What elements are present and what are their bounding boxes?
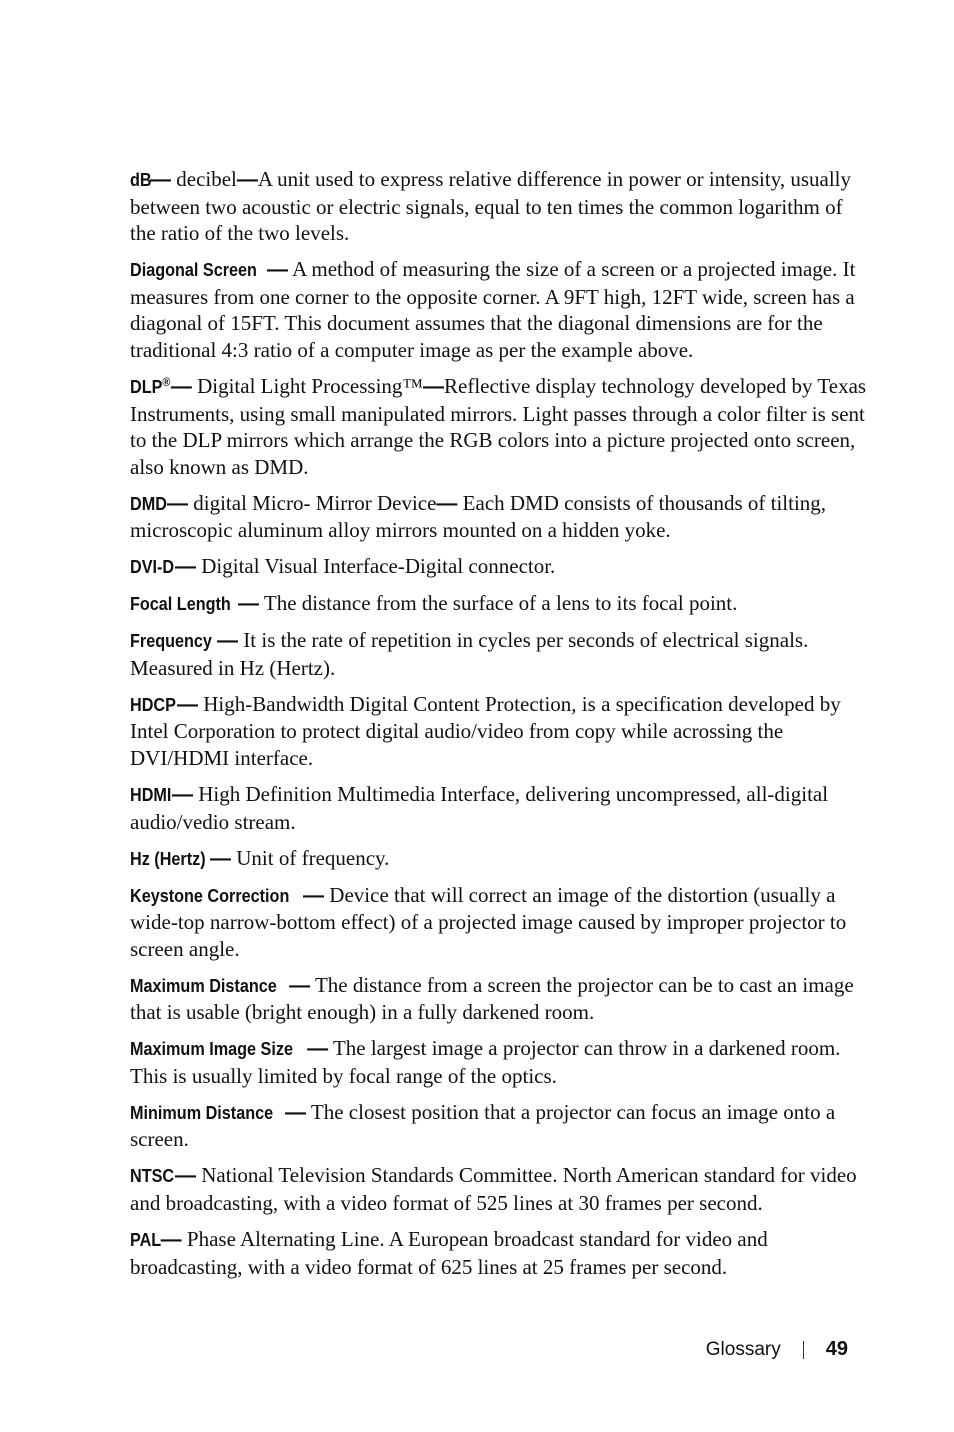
glossary-term: Diagonal Screen [130, 260, 257, 281]
footer-section-title: Glossary [705, 1338, 781, 1360]
glossary-entry-pal: PAL— Phase Alternating Line. A European broadcast standard for video and broadcasting, with a video format of 625 lines at 25 frames per second. [130, 1227, 768, 1279]
glossary-definition: The largest image a projector can throw in a darkened room. This is usually limited by focal range of the optics. [130, 1036, 841, 1088]
glossary-term: PAL [130, 1230, 162, 1251]
glossary-entry-maximum-distance: Maximum Distance — The distance from a screen the projector can be to cast an image that is usable (bright enough) in a fully darkened room. [130, 972, 854, 1025]
glossary-term: dB [130, 170, 152, 190]
glossary-term: NTSC [130, 1166, 175, 1187]
footer-divider [803, 1341, 804, 1359]
glossary-definition: Digital Visual Interface-Digital connector. [201, 554, 556, 579]
page-footer [706, 1338, 848, 1361]
glossary-definition-cont: A unit used to express relative difference in power or intensity, usually between two acoustic or electric signals, equal to ten times the common logarithm of the ratio of the two levels. [130, 167, 851, 246]
glossary-term: Maximum Distance [130, 975, 277, 996]
glossary-term: HDCP [130, 694, 176, 715]
glossary-entry-maximum-image-size: Maximum Image Size — The largest image a projector can throw in a darkened room. This is usually limited by focal range of the optics. [130, 1036, 841, 1088]
glossary-term: DLP® [130, 374, 171, 397]
glossary-entry-db: dB— decibel—A unit used to express relative difference in power or intensity, usually between two acoustic or electric signals, equal to ten times the common logarithm of the ratio of the two levels. [130, 167, 851, 246]
page-number: 49 [825, 1338, 848, 1360]
glossary-definition: Unit of frequency. [236, 845, 390, 870]
glossary-term: HDMI [130, 785, 172, 805]
glossary-definition: High Definition Multimedia Interface, delivering uncompressed, all-digital audio/vedio stream. [130, 782, 829, 834]
glossary-definition: Phase Alternating Line. A European broadcast standard for video and broadcasting, with a video format of 625 lines at 25 frames per second. [130, 1227, 768, 1279]
registered-mark: ® [162, 374, 171, 389]
glossary-definition: Device that will correct an image of the distortion (usually a wide-top narrow-bottom effect) of a projected image caused by improper projector to screen angle. [130, 882, 847, 961]
glossary-definition: Digital Light Processing™ [197, 373, 423, 398]
glossary-term: DMD [130, 493, 167, 514]
glossary-term: Keystone Correction [130, 885, 290, 906]
glossary-definition: It is the rate of repetition in cycles per seconds of electrical signals. Measured in Hz (Hertz). [130, 628, 809, 680]
glossary-term: Minimum Distance [130, 1102, 274, 1123]
glossary-entry-ntsc: NTSC— National Television Standards Committee. North American standard for video and broadcasting, with a video format of 525 lines at 30 frames per second. [130, 1163, 857, 1216]
glossary-term: Focal Length [130, 594, 231, 615]
glossary-term: DVI-D [130, 557, 175, 578]
glossary-definition: National Television Standards Committee. North American standard for video and broadcasting, with a video format of 525 lines at 30 frames per second. [130, 1163, 857, 1216]
glossary-definition-cont: Each DMD consists of thousands of tilting, microscopic aluminum alloy mirrors mounted on a hidden yoke. [130, 490, 827, 543]
glossary-entry-minimum-distance: Minimum Distance — The closest position that a projector can focus an image onto a screen. [130, 1099, 836, 1152]
glossary-entry-keystone-correction: Keystone Correction — Device that will correct an image of the distortion (usually a wide-top narrow-bottom effect) of a projected image caused by improper projector to screen angle. [130, 882, 847, 961]
glossary-definition-cont: Reflective display technology developed by Texas Instruments, using small manipulated mirrors. Light passes through a color filter is sent to the DLP mirrors which arrange the RGB colors into a picture projected onto screen, also known as DMD. [130, 373, 867, 479]
glossary-entry-dlp: DLP®— Digital Light Processing™—Reflective display technology developed by Texas Instruments, using small manipulated mirrors. Light passes through a color filter is sent to the DLP mirrors which arrange the RGB colors into a picture projected onto screen, also known as DMD. [130, 373, 867, 479]
glossary-entry-dvi-d: DVI-D— Digital Visual Interface-Digital connector. [130, 553, 870, 581]
glossary-entry-hdmi: HDMI— High Definition Multimedia Interface, delivering uncompressed, all-digital audio/vedio stream. [130, 782, 829, 834]
glossary-term: Frequency [130, 631, 212, 652]
glossary-definition: High-Bandwidth Digital Content Protection, is a specification developed by Intel Corporation to protect digital audio/video from copy while acrossing the DVI/HDMI interface. [130, 691, 841, 771]
glossary-term: Hz (Hertz) [130, 848, 206, 869]
glossary-definition: The closest position that a projector can focus an image onto a screen. [130, 1099, 836, 1152]
glossary-entry-hdcp: HDCP— High-Bandwidth Digital Content Protection, is a specification developed by Intel Corporation to protect digital audio/video from copy while acrossing the DVI/HDMI interface. [130, 691, 841, 771]
glossary-definition: A method of measuring the size of a screen or a projected image. It measures from one corner to the opposite corner. A 9FT high, 12FT wide, screen has a diagonal of 15FT. This document assumes that the diagonal dimensions are for the traditional 4:3 ratio of a computer image as per the example above. [130, 257, 856, 362]
glossary-entry-diagonal-screen: Diagonal Screen — A method of measuring the size of a screen or a projected image. It measures from one corner to the opposite corner. A 9FT high, 12FT wide, screen has a diagonal of 15FT. This document assumes that the diagonal dimensions are for the traditional 4:3 ratio of a computer image as per the example above. [130, 257, 856, 362]
glossary-definition: decibel [176, 167, 237, 191]
glossary-definition: digital Micro- Mirror Device [193, 490, 437, 515]
glossary-definition: The distance from the surface of a lens to its focal point. [263, 591, 738, 616]
glossary-term: Maximum Image Size [130, 1039, 293, 1060]
glossary-entry-dmd: DMD— digital Micro- Mirror Device— Each DMD consists of thousands of tilting, microscopic aluminum alloy mirrors mounted on a hidden yoke. [130, 490, 827, 543]
glossary-entry-hz: Hz (Hertz) — Unit of frequency. [130, 845, 870, 873]
glossary-definition: The distance from a screen the projector can be to cast an image that is usable (bright enough) in a fully darkened room. [130, 972, 854, 1025]
glossary-list [130, 166, 870, 1290]
glossary-entry-frequency: Frequency — It is the rate of repetition in cycles per seconds of electrical signals. Measured in Hz (Hertz). [130, 628, 809, 680]
glossary-entry-focal-length: Focal Length — The distance from the surface of a lens to its focal point. [130, 590, 870, 618]
